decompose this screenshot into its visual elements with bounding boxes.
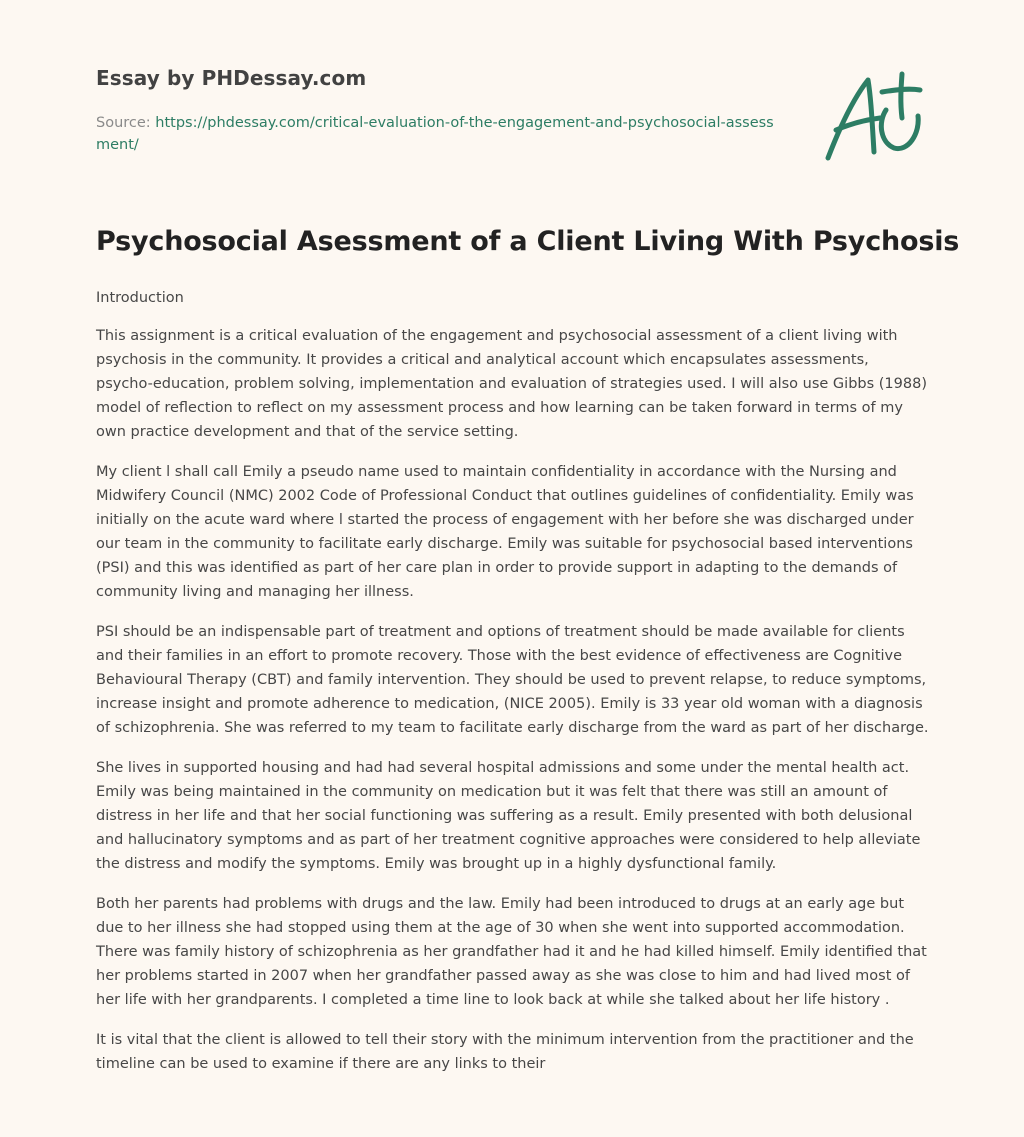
essay-body xyxy=(96,286,930,1092)
paragraph: My client l shall call Emily a pseudo name used to maintain confidentiality in accordance with the Nursing and Midwifery Council (NMC) 2002 Code of Professional Conduct that outlines guidelines of confidentiality. Emily was initially on the acute ward where l started the process of engagement with her before she was discharged under our team in the community to facilitate early discharge. Emily was suitable for psychosocial based interventions (PSI) and this was identified as part of her care plan in order to provide support in adapting to the demands of community living and managing her illness. xyxy=(96,464,914,600)
logo-text: A+ xyxy=(822,68,824,69)
paragraph: It is vital that the client is allowed to tell their story with the minimum intervention from the practitioner and the timeline can be used to examine if there are any links to their xyxy=(96,1032,914,1072)
source-line xyxy=(96,112,776,156)
site-brand: Essay by PHDessay.com xyxy=(96,66,367,90)
paragraph: She lives in supported housing and had had several hospital admissions and some under the mental health act. Emily was being maintained in the community on medication but it was felt that there was still an amount of distress in her life and that her social functioning was suffering as a result. Emily presented with both delusional and hallucinatory symptoms and as part of her treatment cognitive approaches were considered to help alleviate the distress and modify the symptoms. Emily was brought up in a highly dysfunctional family. xyxy=(96,760,921,872)
source-link[interactable]: https://phdessay.com/critical-evaluation-of-the-engagement-and-psychosocial-assessment/ xyxy=(96,115,774,153)
paragraph: PSI should be an indispensable part of treatment and options of treatment should be made available for clients and their families in an effort to promote recovery. Those with the best evidence of effectiveness are Cognitive Behavioural Therapy (CBT) and family intervention. They should be used to prevent relapse, to reduce symptoms, increase insight and promote adherence to medication, (NICE 2005). Emily is 33 year old woman with a diagnosis of schizophrenia. She was referred to my team to facilitate early discharge from the ward as part of her discharge. xyxy=(96,624,929,736)
paragraph: This assignment is a critical evaluation of the engagement and psychosocial assessment of a client living with psychosis in the community. It provides a critical and analytical account which encapsulates assessments, psycho-education, problem solving, implementation and evaluation of strategies used. I will also use Gibbs (1988) model of reflection to reflect on my assessment process and how learning can be taken forward in terms of my own practice development and that of the service setting. xyxy=(96,328,927,440)
source-label: Source: xyxy=(96,115,151,131)
section-heading: Introduction xyxy=(96,290,184,306)
paragraph: Both her parents had problems with drugs and the law. Emily had been introduced to drugs at an early age but due to her illness she had stopped using them at the age of 30 when she went into supported accommodation. There was family history of schizophrenia as her grandfather had it and he had killed himself. Emily identified that her problems started in 2007 when her grandfather passed away as she was close to him and had lived most of her life with her grandparents. I completed a time line to look back at while she talked about her life history . xyxy=(96,896,927,1008)
a-plus-logo-icon xyxy=(822,68,926,164)
essay-title: Psychosocial Asessment of a Client Living With Psychosis xyxy=(96,226,960,257)
